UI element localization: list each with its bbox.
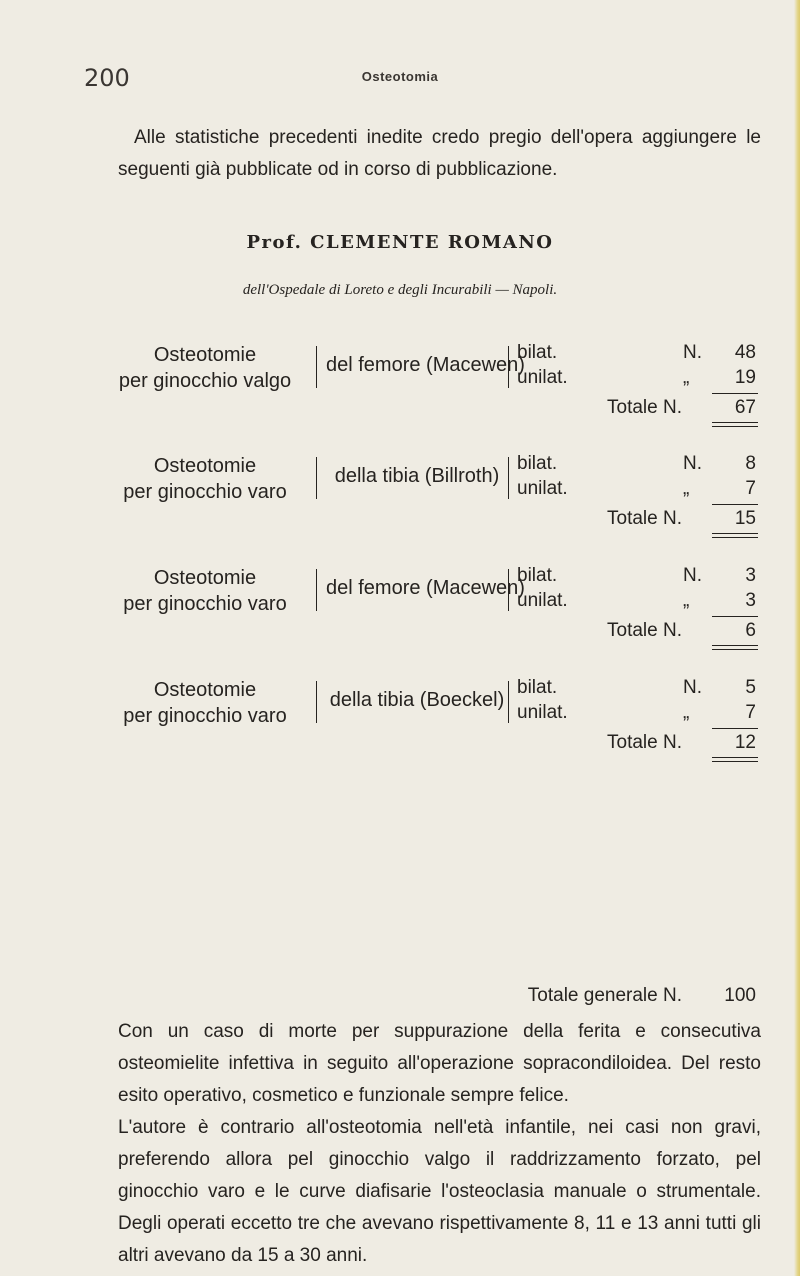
double-rule (712, 533, 758, 534)
unilat-label: unilat. (517, 702, 568, 723)
double-rule (712, 761, 758, 762)
intro-text: Alle statistiche precedenti inedite credo pregio dell'opera aggiungere le seguenti già pubblicate od in corso di pubblicazione. (118, 127, 761, 180)
unilat-label: unilat. (517, 590, 568, 611)
total-label: Totale N. (607, 620, 682, 641)
double-rule (712, 649, 758, 650)
total-label: Totale N. (607, 397, 682, 418)
statistics-group (0, 677, 800, 787)
left-brace (316, 681, 325, 723)
right-brace (500, 457, 509, 499)
unilat-value: 7 (745, 478, 756, 499)
total-label: Totale N. (607, 508, 682, 529)
unilat-n: „ (683, 367, 690, 388)
bilat-value: 5 (745, 677, 756, 698)
sum-rule (712, 616, 758, 617)
bilat-n: N. (683, 342, 702, 363)
statistics-group (0, 453, 800, 563)
grand-total-value: 100 (724, 985, 756, 1006)
sum-rule (712, 728, 758, 729)
running-head: Osteotomia (361, 69, 439, 84)
double-rule (712, 422, 758, 423)
group-title (110, 453, 300, 505)
bilat-label: bilat. (517, 565, 558, 586)
group-title-line: Osteotomie (153, 344, 257, 366)
group-title-line: per ginocchio varo (123, 481, 287, 503)
bilat-label: bilat. (517, 677, 558, 698)
intro-paragraph (118, 122, 761, 186)
paragraph: L'autore è contrario all'osteotomia nell'età infantile, nei casi non gravi, preferendo allora pel ginocchio valgo il raddrizzamento forzato, pel ginocchio varo e le curve diafisarie l'osteoclasia manuale o strumentale. Degli operati eccetto tre che avevano rispettivamente 8, 11 e 13 anni tutti gli altri avevano da 15 a 30 anni. (118, 1117, 761, 1266)
paragraph: Con un caso di morte per suppurazione della ferita e consecutiva osteomielite infettiva in seguito all'operazione sopracondiloidea. Del resto esito operativo, cosmetico e funzionale sempre felice. (118, 1021, 761, 1106)
right-brace (500, 346, 509, 388)
bilat-label: bilat. (517, 342, 558, 363)
total-value: 12 (734, 732, 756, 753)
unilat-n: „ (683, 702, 690, 723)
double-rule (712, 645, 758, 646)
group-title (110, 677, 300, 729)
right-brace (500, 569, 509, 611)
double-rule (712, 757, 758, 758)
total-value: 15 (734, 508, 756, 529)
left-brace (316, 457, 325, 499)
bilat-n: N. (683, 677, 702, 698)
double-rule (712, 537, 758, 538)
unilat-label: unilat. (517, 367, 568, 388)
bilat-label: bilat. (517, 453, 558, 474)
total-label: Totale N. (607, 732, 682, 753)
group-description: della tibia (Boeckel) (329, 689, 505, 711)
page-number: 200 (84, 64, 130, 92)
total-value: 67 (734, 397, 756, 418)
grand-total-label: Totale generale N. (527, 985, 682, 1006)
group-title-line: Osteotomie (153, 679, 257, 701)
unilat-n: „ (683, 590, 690, 611)
group-description: del femore (Macewen) (326, 354, 525, 376)
double-rule (712, 426, 758, 427)
unilat-label: unilat. (517, 478, 568, 499)
unilat-value: 19 (734, 367, 756, 388)
bilat-value: 48 (734, 342, 756, 363)
bilat-value: 3 (745, 565, 756, 586)
bilat-n: N. (683, 453, 702, 474)
unilat-value: 7 (745, 702, 756, 723)
left-brace (316, 569, 325, 611)
author-heading: Prof. CLEMENTE ROMANO (246, 232, 554, 253)
statistics-group (0, 342, 800, 452)
sum-rule (712, 504, 758, 505)
group-description: del femore (Macewen) (326, 577, 525, 599)
group-title-line: per ginocchio varo (123, 593, 287, 615)
bilat-value: 8 (745, 453, 756, 474)
unilat-value: 3 (745, 590, 756, 611)
group-title (110, 565, 300, 617)
unilat-n: „ (683, 478, 690, 499)
body-text (118, 1016, 761, 1272)
group-title-line: Osteotomie (153, 567, 257, 589)
author-affiliation: dell'Ospedale di Loreto e degli Incurabili — Napoli. (242, 282, 558, 298)
statistics-group (0, 565, 800, 675)
right-brace (500, 681, 509, 723)
group-title (110, 342, 300, 394)
left-brace (316, 346, 325, 388)
group-title-line: per ginocchio varo (123, 705, 287, 727)
group-description: della tibia (Billroth) (334, 465, 500, 487)
total-value: 6 (745, 620, 756, 641)
group-title-line: per ginocchio valgo (118, 370, 292, 392)
bilat-n: N. (683, 565, 702, 586)
group-title-line: Osteotomie (153, 455, 257, 477)
sum-rule (712, 393, 758, 394)
